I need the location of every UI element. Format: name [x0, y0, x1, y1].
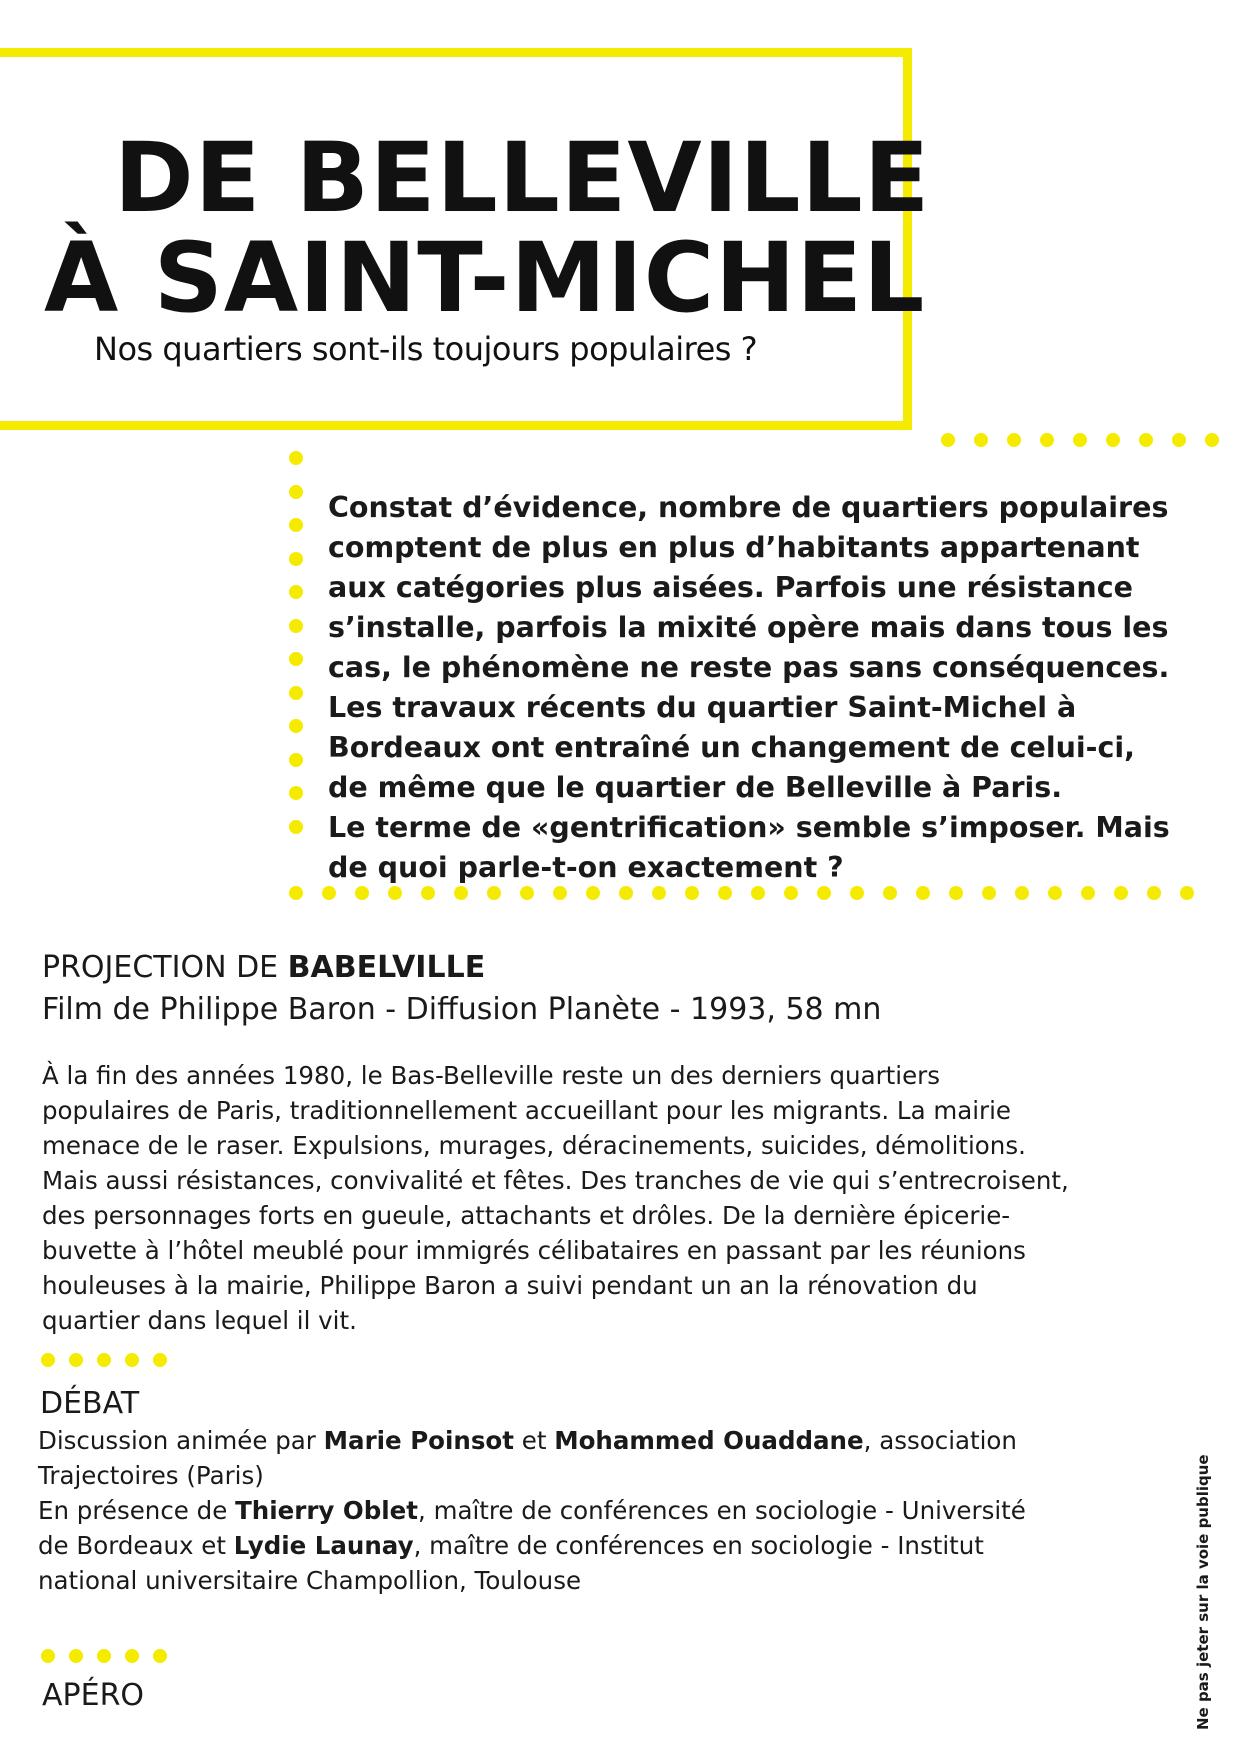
synopsis-line: des personnages forts en gueule, attachants et drôles. De la dernière épicerie-: [42, 1201, 1011, 1230]
debate-heading: DÉBAT: [40, 1386, 140, 1421]
synopsis-line: menace de le raser. Expulsions, murages, déracinements, suicides, démolitions.: [42, 1131, 1026, 1160]
intro-line: Les travaux récents du quartier Saint-Michel à: [328, 691, 1077, 724]
decorative-dot: [1040, 433, 1054, 447]
synopsis-line: À la fin des années 1980, le Bas-Belleville reste un des derniers quartiers: [42, 1061, 940, 1090]
synopsis-line: quartier dans lequel il vit.: [42, 1306, 357, 1335]
decorative-dot: [1180, 886, 1194, 900]
intro-line: Le terme de «gentrification» semble s’imposer. Mais: [328, 811, 1170, 844]
debate-text: , maître de conférences en sociologie - Institut: [413, 1531, 984, 1560]
decorative-dot: [718, 886, 732, 900]
synopsis-line: houleuses à la mairie, Philippe Baron a suivi pendant un an la rénovation du: [42, 1271, 978, 1300]
decorative-dot: [97, 1353, 111, 1367]
decorative-dot: [41, 1649, 55, 1663]
intro-line: de même que le quartier de Belleville à Paris.: [328, 771, 1063, 804]
synopsis-line: populaires de Paris, traditionnellement accueillant pour les migrants. La mairie: [42, 1096, 1012, 1125]
decorative-dot: [289, 686, 303, 700]
decorative-dot: [355, 886, 369, 900]
decorative-dot: [289, 619, 303, 633]
decorative-dot: [982, 886, 996, 900]
intro-line: aux catégories plus aisées. Parfois une résistance: [328, 571, 1133, 604]
decorative-dot: [1106, 433, 1120, 447]
decorative-dot: [586, 886, 600, 900]
decorative-dot: [289, 585, 303, 599]
projection-heading: [42, 950, 485, 985]
decorative-dot: [41, 1353, 55, 1367]
synopsis-line: Mais aussi résistances, convivalité et fêtes. Des tranches de vie qui s’entrecroisent,: [42, 1166, 1069, 1195]
decorative-dot: [487, 886, 501, 900]
subtitle: Nos quartiers sont-ils toujours populaires ?: [94, 330, 758, 368]
speaker-name: Mohammed Ouaddane: [554, 1426, 864, 1455]
decorative-dot: [619, 886, 633, 900]
debate-line: [38, 1493, 1168, 1528]
decorative-dot: [289, 652, 303, 666]
decorative-dot: [69, 1649, 83, 1663]
decorative-dot: [553, 886, 567, 900]
decorative-dot: [941, 433, 955, 447]
decorative-dot: [454, 886, 468, 900]
debate-text: et: [513, 1426, 555, 1455]
decorative-dot: [289, 786, 303, 800]
decorative-dot: [289, 518, 303, 532]
decorative-dot: [388, 886, 402, 900]
decorative-dot: [850, 886, 864, 900]
film-meta: Film de Philippe Baron - Diffusion Planète - 1993, 58 mn: [42, 992, 882, 1027]
debate-body: [38, 1423, 1168, 1598]
debate-text: Discussion animée par: [38, 1426, 324, 1455]
decorative-dot: [289, 552, 303, 566]
film-synopsis: [42, 1058, 1172, 1338]
speaker-name: Thierry Oblet: [235, 1496, 419, 1525]
decorative-dot: [520, 886, 534, 900]
decorative-dot: [1048, 886, 1062, 900]
speaker-name: Marie Poinsot: [323, 1426, 514, 1455]
title-line-2: À SAINT-MICHEL: [44, 222, 926, 334]
title-line-1: DE BELLEVILLE: [114, 122, 931, 234]
decorative-dot: [1139, 433, 1153, 447]
decorative-dot: [97, 1649, 111, 1663]
side-note: Ne pas jeter sur la voie publique: [1194, 1454, 1212, 1730]
debate-line: [38, 1423, 1168, 1458]
intro-line: de quoi parle-t-on exactement ?: [328, 851, 844, 884]
projection-heading-prefix: PROJECTION DE: [42, 950, 288, 985]
decorative-dot: [883, 886, 897, 900]
decorative-dot: [289, 719, 303, 733]
synopsis-line: buvette à l’hôtel meublé pour immigrés célibataires en passant par les réunions: [42, 1236, 1026, 1265]
decorative-dot: [685, 886, 699, 900]
decorative-dot: [125, 1649, 139, 1663]
decorative-dot: [751, 886, 765, 900]
decorative-dot: [69, 1353, 83, 1367]
decorative-dot: [289, 753, 303, 767]
film-title: BABELVILLE: [287, 950, 486, 985]
decorative-dot: [153, 1649, 167, 1663]
decorative-dot: [1007, 433, 1021, 447]
intro-line: Bordeaux ont entraîné un changement de celui-ci,: [328, 731, 1135, 764]
decorative-dot: [1147, 886, 1161, 900]
decorative-dot: [784, 886, 798, 900]
debate-line: [38, 1528, 1168, 1563]
debate-text: de Bordeaux et: [38, 1531, 234, 1560]
speaker-name: Lydie Launay: [233, 1531, 414, 1560]
decorative-dot: [289, 485, 303, 499]
decorative-dot: [1081, 886, 1095, 900]
debate-text: En présence de: [38, 1496, 236, 1525]
decorative-dot: [1172, 433, 1186, 447]
intro-paragraph: [328, 488, 1208, 888]
decorative-dot: [289, 820, 303, 834]
debate-line: national universitaire Champollion, Toulouse: [38, 1566, 582, 1595]
debate-line: Trajectoires (Paris): [38, 1461, 264, 1490]
decorative-dot: [817, 886, 831, 900]
decorative-dot: [1015, 886, 1029, 900]
decorative-dot: [125, 1353, 139, 1367]
decorative-dot: [153, 1353, 167, 1367]
debate-text: , association: [863, 1426, 1017, 1455]
decorative-dot: [1073, 433, 1087, 447]
decorative-dot: [1114, 886, 1128, 900]
debate-text: , maître de conférences en sociologie - Université: [418, 1496, 1026, 1525]
intro-line: comptent de plus en plus d’habitants appartenant: [328, 531, 1140, 564]
decorative-dot: [421, 886, 435, 900]
decorative-dot: [322, 886, 336, 900]
intro-line: cas, le phénomène ne reste pas sans conséquences.: [328, 651, 1170, 684]
decorative-dot: [1205, 433, 1219, 447]
intro-line: Constat d’évidence, nombre de quartiers populaires: [328, 491, 1169, 524]
decorative-dot: [289, 451, 303, 465]
decorative-dot: [949, 886, 963, 900]
apero-heading: APÉRO: [42, 1678, 145, 1713]
decorative-dot: [916, 886, 930, 900]
decorative-dot: [289, 886, 303, 900]
decorative-dot: [974, 433, 988, 447]
decorative-dot: [652, 886, 666, 900]
intro-line: s’installe, parfois la mixité opère mais dans tous les: [328, 611, 1169, 644]
